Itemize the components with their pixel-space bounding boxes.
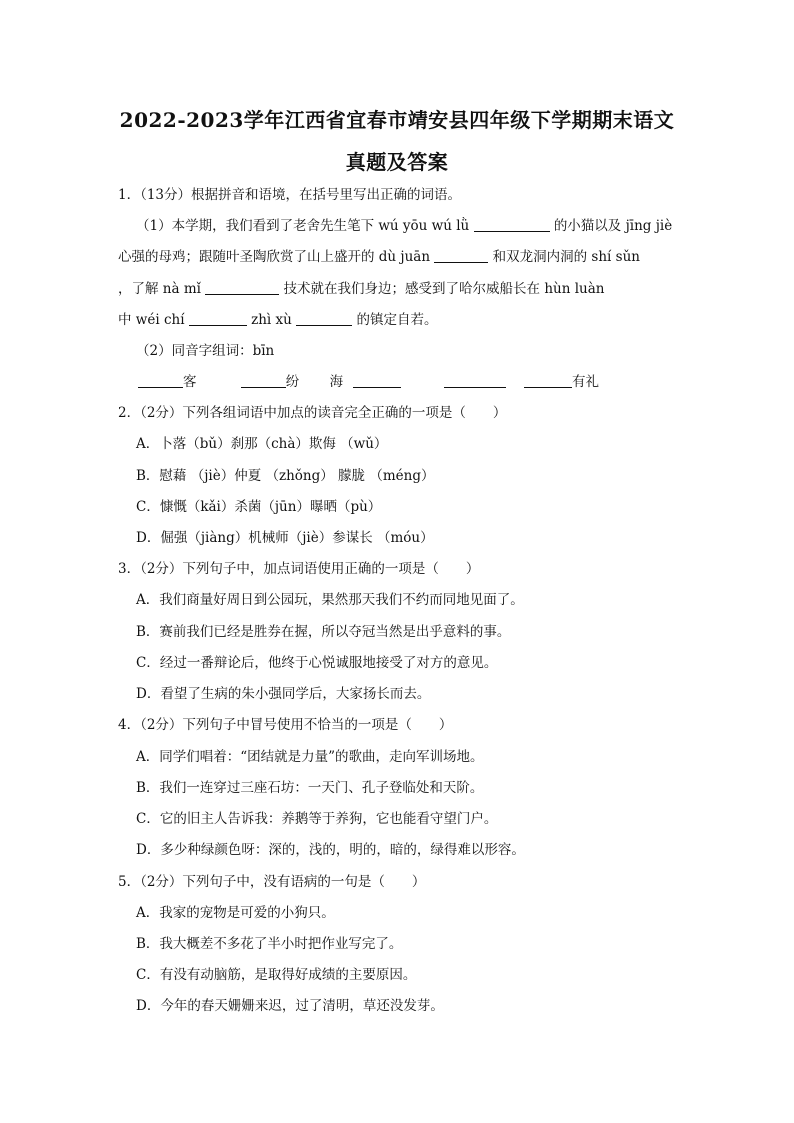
answer-blank[interactable]: [474, 217, 550, 232]
question-5-option-a[interactable]: A．我家的宠物是可爱的小狗只。: [136, 905, 335, 921]
document-title-line-1: 2022-2023学年江西省宜春市靖安县四年级下学期期末语文: [119, 108, 675, 132]
q1-char: 纷: [285, 374, 300, 390]
q1-text: ，了解 nà mǐ: [118, 281, 201, 297]
question-3-stem: 3．（2分）下列句子中，加点词语使用正确的一项是（ ）: [118, 561, 480, 577]
question-5-stem: 5．（2分）下列句子中，没有语病的一句是（ ）: [118, 874, 426, 890]
question-5-option-b[interactable]: B．我大概差不多花了半小时把作业写完了。: [136, 936, 403, 952]
question-2-stem: 2．（2分）下列各组词语中加点的读音完全正确的一项是（ ）: [118, 405, 507, 421]
question-1-part-1-line-2: [118, 247, 640, 267]
q1-text: 中 wéi chí: [118, 312, 185, 328]
q1-char: 客: [183, 374, 197, 390]
question-3-option-a[interactable]: A．我们商量好周日到公园玩，果然那天我们不约而同地见面了。: [136, 592, 524, 608]
q1-char: 有礼: [571, 374, 599, 390]
q1-text: 的小猫以及 jīng jiè: [553, 218, 673, 234]
question-3-option-d[interactable]: D．看望了生病的朱小强同学后，大家扬长而去。: [136, 686, 431, 702]
question-1-part-1-line-1: [136, 216, 672, 236]
question-4-option-b[interactable]: B．我们一连穿过三座石坊：一天门、孔子登临处和天阶。: [136, 780, 484, 796]
answer-blank[interactable]: [138, 373, 183, 388]
question-4-stem: 4．（2分）下列句子中冒号使用不恰当的一项是（ ）: [118, 717, 453, 733]
q1-text: 和双龙洞内洞的 shí sǔn: [492, 249, 640, 265]
q1-text: zhì xù: [251, 312, 292, 328]
question-2-option-c[interactable]: C．慷慨（kǎi）杀菌（jūn）曝晒（pù）: [136, 499, 382, 515]
q1-char: 海: [329, 374, 344, 390]
question-1-part-1-line-3: [118, 279, 604, 299]
answer-blank[interactable]: [444, 373, 506, 388]
q1-text: 技术就在我们身边；感受到了哈尔威船长在 hùn luàn: [283, 281, 605, 297]
question-5-option-d[interactable]: D．今年的春天姗姗来迟，过了清明，草还没发芽。: [136, 998, 444, 1014]
question-3-option-b[interactable]: B．赛前我们已经是胜券在握，所以夺冠当然是出乎意料的事。: [136, 624, 511, 640]
question-1-part-2-blanks: [118, 372, 599, 392]
question-2-option-d[interactable]: D．倔强（jiàng）机械师（jiè）参谋长 （móu）: [136, 530, 434, 546]
question-1-part-1-line-4: [118, 310, 437, 330]
answer-blank[interactable]: [434, 248, 488, 263]
question-1-stem: 1．（13分）根据拼音和语境，在括号里写出正确的词语。: [118, 187, 462, 203]
q1-text: （1）本学期，我们看到了老舍先生笔下 wú yōu wú lǜ: [136, 218, 470, 234]
q1-text: 心强的母鸡；跟随叶圣陶欣赏了山上盛开的 dù juān: [118, 249, 431, 265]
question-5-option-c[interactable]: C．有没有动脑筋，是取得好成绩的主要原因。: [136, 967, 417, 983]
document-title-line-2: 真题及答案: [345, 150, 449, 174]
question-4-option-d[interactable]: D．多少种绿颜色呀：深的，浅的，明的，暗的，绿得难以形容。: [136, 842, 525, 858]
answer-blank[interactable]: [189, 311, 247, 326]
question-4-option-c[interactable]: C．它的旧主人告诉我：养鹅等于养狗，它也能看守望门户。: [136, 811, 498, 827]
question-2-option-a[interactable]: A．卜落（bǔ）刹那（chà）欺侮 （wǔ）: [136, 436, 388, 452]
q1-text: 的镇定自若。: [356, 312, 438, 328]
answer-blank[interactable]: [353, 373, 401, 388]
answer-blank[interactable]: [296, 311, 352, 326]
answer-blank[interactable]: [205, 280, 279, 295]
question-1-part-2-stem: （2）同音字组词：bīn: [136, 343, 275, 359]
answer-blank[interactable]: [524, 373, 572, 388]
question-2-option-b[interactable]: B．慰藉 （jiè）仲夏 （zhǒng） 朦胧 （méng）: [136, 468, 435, 484]
answer-blank[interactable]: [241, 373, 286, 388]
question-4-option-a[interactable]: A．同学们唱着：“团结就是力量”的歌曲，走向军训场地。: [136, 749, 484, 765]
question-3-option-c[interactable]: C．经过一番辩论后，他终于心悦诚服地接受了对方的意见。: [136, 655, 498, 671]
